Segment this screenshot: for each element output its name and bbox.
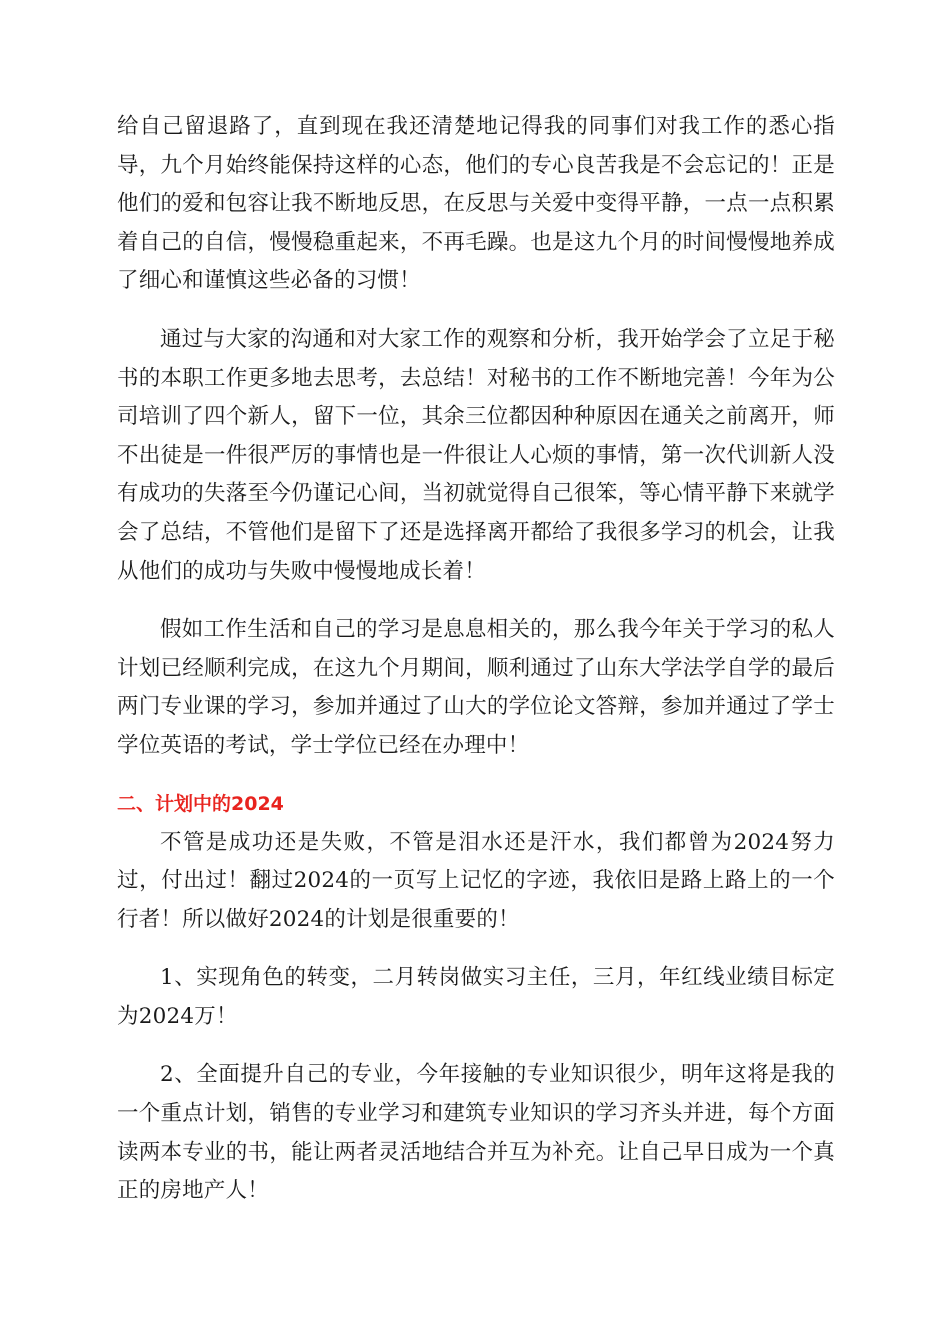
paragraph-communication: 通过与大家的沟通和对大家工作的观察和分析，我开始学会了立足于秘书的本职工作更多地去思考，去总结！对秘书的工作不断地完善！今年为公司培训了四个新人，留下一位，其余三位都因种种原因在通关之前离开，师不出徒是一件很严厉的事情也是一件很让人心烦的事情，第一次代训新人没有成功的失落至今仍谨记心间，当初就觉得自己很笨，等心情平静下来就学会了总结，不管他们是留下了还是选择离开都给了我很多学习的机会，让我从他们的成功与失败中慢慢地成长着！: [117, 326, 835, 584]
paragraph-plan-intro: 不管是成功还是失败，不管是泪水还是汗水，我们都曾为2024努力过，付出过！翻过2024的一页写上记忆的字迹，我依旧是路上路上的一个行者！所以做好2024的计划是很重要的！: [117, 829, 835, 932]
section-heading: 二、计划中的2024: [117, 792, 284, 815]
paragraph-plan-item-2: 2、全面提升自己的专业，今年接触的专业知识很少，明年这将是我的一个重点计划，销售的专业学习和建筑专业知识的学习齐头并进，每个方面读两本专业的书，能让两者灵活地结合并互为补充。让自己早日成为一个真正的房地产人！: [117, 1062, 835, 1204]
paragraph-continuation: 给自己留退路了，直到现在我还清楚地记得我的同事们对我工作的悉心指导，九个月始终能保持这样的心态，他们的专心良苦我是不会忘记的！正是他们的爱和包容让我不断地反思，在反思与关爱中变得平静，一点一点积累着自己的自信，慢慢稳重起来，不再毛躁。也是这九个月的时间慢慢地养成了细心和谨慎这些必备的习惯！: [117, 114, 835, 294]
paragraph-study-plan: 假如工作生活和自己的学习是息息相关的，那么我今年关于学习的私人计划已经顺利完成，在这九个月期间，顺利通过了山东大学法学自学的最后两门专业课的学习，参加并通过了山大的学位论文答辩，参加并通过了学士学位英语的考试，学士学位已经在办理中！: [117, 617, 835, 758]
paragraph-plan-item-1: 1、实现角色的转变，二月转岗做实习主任，三月，年红线业绩目标定为2024万！: [117, 965, 835, 1029]
document-body: [117, 108, 835, 1211]
